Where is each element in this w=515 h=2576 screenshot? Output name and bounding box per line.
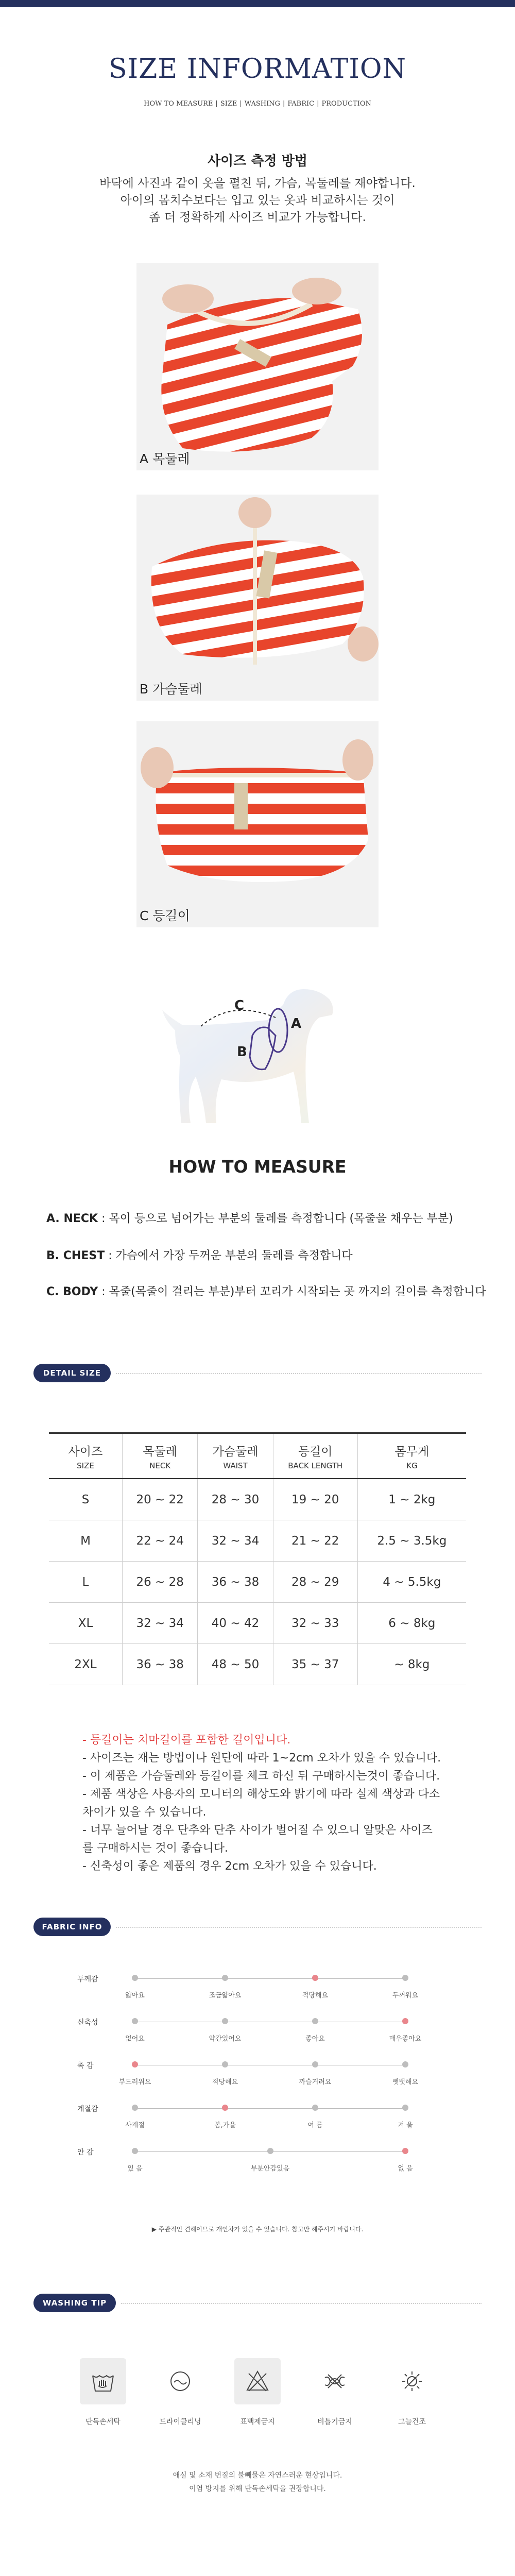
fabric-dot [222, 1975, 228, 1981]
table-cell: 2XL [49, 1644, 123, 1685]
care-no-wring [312, 2358, 358, 2404]
header-weight: 몸무게 KG [357, 1433, 466, 1479]
shirt-neck-illustration [136, 263, 379, 470]
fabric-row-label: 계절감 [77, 2105, 98, 2113]
fabric-dot-selected [222, 2105, 228, 2111]
nav-size[interactable]: SIZE [220, 100, 237, 108]
fabric-note: ▶ 주관적인 견해이므로 개인차가 있을 수 있습니다. 참고만 해주시기 바랍니다. [151, 2226, 364, 2233]
care-label: 비틀기금지 [317, 2418, 352, 2426]
fabric-dot [312, 2018, 318, 2024]
care-hand-wash [80, 2358, 126, 2404]
fabric-row-track [135, 1978, 405, 1979]
table-cell: 6 ~ 8kg [357, 1603, 466, 1644]
top-bar [0, 0, 515, 7]
note-line: 차이가 있을 수 있습니다. [82, 1806, 207, 1819]
table-cell: 32 ~ 34 [123, 1603, 198, 1644]
photo-caption-neck: A 목둘레 [140, 451, 190, 466]
no-wring-icon [322, 2368, 348, 2394]
table-row [49, 1520, 466, 1562]
table-cell: 35 ~ 37 [273, 1644, 357, 1685]
photo-back-length [136, 721, 379, 927]
note-line: - 너무 늘어날 경우 단추와 단추 사이가 벌어질 수 있으니 알맞은 사이즈 [82, 1824, 433, 1837]
photo-chest [136, 495, 379, 701]
table-row [49, 1562, 466, 1603]
table-cell: 32 ~ 33 [273, 1603, 357, 1644]
fabric-option-label: 약간있어요 [209, 2035, 242, 2043]
care-label: 단독손세탁 [85, 2418, 121, 2426]
table-row [49, 1603, 466, 1644]
fabric-option-label: 까슬거려요 [299, 2078, 332, 2086]
table-cell: ~ 8kg [357, 1644, 466, 1685]
table-cell: XL [49, 1603, 123, 1644]
fabric-dot [312, 2105, 318, 2111]
photo-caption-chest: B 가슴둘레 [140, 682, 202, 697]
note-line: - 제품 색상은 사용자의 모니터의 해상도와 밝기에 따라 실제 색상과 다소 [82, 1788, 440, 1801]
hand-wash-icon [90, 2368, 116, 2394]
fabric-option-label: 적당해요 [302, 1992, 329, 1999]
fabric-dot [132, 1975, 138, 1981]
fabric-row-label: 안 감 [77, 2148, 94, 2157]
fabric-dot-selected [132, 2061, 138, 2067]
table-cell: 28 ~ 29 [273, 1562, 357, 1603]
page-title: SIZE INFORMATION [109, 54, 406, 84]
care-no-bleach [234, 2358, 281, 2404]
fabric-option-label: 부드러워요 [118, 2078, 151, 2086]
fabric-dot-selected [402, 2148, 408, 2154]
care-label: 그늘건조 [398, 2418, 426, 2426]
table-cell: L [49, 1562, 123, 1603]
table-cell: 1 ~ 2kg [357, 1479, 466, 1520]
table-cell: 36 ~ 38 [198, 1562, 273, 1603]
nav-fabric[interactable]: FABRIC [287, 100, 315, 108]
size-notes [82, 1731, 441, 1875]
fabric-row-label: 촉 감 [77, 2062, 94, 2070]
table-cell: 19 ~ 20 [273, 1479, 357, 1520]
table-cell: 26 ~ 28 [123, 1562, 198, 1603]
fabric-info-badge: FABRIC INFO [33, 1918, 111, 1936]
table-cell: S [49, 1479, 123, 1520]
table-cell: 48 ~ 50 [198, 1644, 273, 1685]
fabric-info-divider [116, 1927, 482, 1928]
measure-title: 사이즈 측정 방법 [208, 154, 307, 169]
fabric-option-label: 적당해요 [212, 2078, 238, 2086]
detail-size-divider [116, 1373, 482, 1374]
fabric-option-label: 부분안감있음 [250, 2165, 290, 2173]
table-cell: 2.5 ~ 3.5kg [357, 1520, 466, 1562]
header-back-length: 등길이 BACK LENGTH [273, 1433, 357, 1479]
care-dry-clean [157, 2358, 203, 2404]
fabric-dot-selected [312, 1975, 318, 1981]
shirt-back-illustration [136, 721, 379, 927]
fabric-option-label: 얇아요 [125, 1992, 145, 1999]
nav-how-to-measure[interactable]: HOW TO MEASURE [144, 100, 213, 108]
fabric-row-label: 두께감 [77, 1975, 98, 1984]
section-nav: HOW TO MEASURE | SIZE | WASHING | FABRIC | PRODUCTION [144, 100, 371, 108]
shade-dry-icon [399, 2368, 425, 2394]
table-cell: 22 ~ 24 [123, 1520, 198, 1562]
dog-measure-diagram [154, 969, 360, 1139]
measure-description: 바닥에 사진과 같이 옷을 펼친 뒤, 가슴, 목둘레를 재야합니다. 아이의 몸치수보다는 입고 있는 옷과 비교하시는 것이 좀 더 정확하게 사이즈 비교가 가능합니다. [99, 177, 416, 224]
table-cell: 40 ~ 42 [198, 1603, 273, 1644]
note-line: - 사이즈는 재는 방법이나 원단에 따라 1~2cm 오차가 있을 수 있습니다. [82, 1752, 441, 1765]
fabric-option-label: 좋아요 [305, 2035, 325, 2043]
fabric-option-label: 겨 울 [398, 2122, 413, 2129]
fabric-row-track [135, 2108, 405, 2109]
fabric-dot [402, 2061, 408, 2067]
photo-neck [136, 263, 379, 470]
table-cell: 36 ~ 38 [123, 1644, 198, 1685]
care-label: 드라이클리닝 [159, 2418, 201, 2426]
care-label: 표백제금지 [240, 2418, 275, 2426]
fabric-option-label: 없어요 [125, 2035, 145, 2043]
measure-line-neck: A. NECK : 목이 등으로 넘어가는 부분의 둘레를 측정합니다 (목줄을 채우는 부분) [46, 1212, 453, 1225]
fabric-dot [222, 2061, 228, 2067]
fabric-dot [312, 2061, 318, 2067]
table-cell: 4 ~ 5.5kg [357, 1562, 466, 1603]
fabric-dot [402, 1975, 408, 1981]
note-line: 를 구매하시는 것이 좋습니다. [82, 1842, 228, 1855]
nav-production[interactable]: PRODUCTION [321, 100, 371, 108]
fabric-dot [267, 2148, 273, 2154]
washing-footer: 애실 및 소재 변질의 불빼물은 자연스러운 현상입니다. 이염 방지를 위해 단독손세탁을 권장합니다. [173, 2471, 342, 2493]
fabric-dot [132, 2148, 138, 2154]
size-table [49, 1432, 466, 1685]
header-size: 사이즈 SIZE [49, 1433, 123, 1479]
dry-clean-icon [167, 2368, 193, 2394]
dog-silhouette [162, 989, 333, 1123]
fabric-option-label: 매우좋아요 [389, 2035, 422, 2043]
washing-tip-divider [121, 2303, 482, 2304]
detail-size-badge: DETAIL SIZE [33, 1364, 111, 1382]
table-cell: 20 ~ 22 [123, 1479, 198, 1520]
fabric-option-label: 여 름 [307, 2122, 323, 2129]
fabric-option-label: 뻣뻣해요 [392, 2078, 419, 2086]
fabric-dot [222, 2018, 228, 2024]
fabric-option-label: 있 음 [127, 2165, 143, 2173]
fabric-option-label: 없 음 [398, 2165, 413, 2173]
nav-washing[interactable]: WASHING [244, 100, 281, 108]
fabric-row-label: 신축성 [77, 2019, 98, 2027]
fabric-dot [402, 2105, 408, 2111]
dog-label-b: B [237, 1044, 247, 1060]
fabric-option-label: 두꺼워요 [392, 1992, 419, 1999]
fabric-dot-selected [402, 2018, 408, 2024]
washing-tip-badge: WASHING TIP [33, 2294, 116, 2312]
care-shade-dry [389, 2358, 435, 2404]
how-to-measure-title: HOW TO MEASURE [168, 1157, 347, 1177]
fabric-dot [132, 2105, 138, 2111]
table-row [49, 1479, 466, 1520]
header-neck: 목둘레 NECK [123, 1433, 198, 1479]
table-cell: M [49, 1520, 123, 1562]
measure-line-chest: B. CHEST : 가슴에서 가장 두꺼운 부분의 둘레를 측정합니다 [46, 1249, 353, 1262]
fabric-option-label: 조금얇아요 [209, 1992, 242, 1999]
fabric-option-label: 사계절 [125, 2122, 145, 2129]
table-row [49, 1644, 466, 1685]
table-cell: 28 ~ 30 [198, 1479, 273, 1520]
note-highlight: - 등길이는 치마길이를 포함한 길이입니다. [82, 1734, 291, 1747]
table-cell: 21 ~ 22 [273, 1520, 357, 1562]
dog-label-a: A [291, 1016, 302, 1031]
header-waist: 가슴둘레 WAIST [198, 1433, 273, 1479]
fabric-option-label: 봄,가을 [214, 2122, 236, 2129]
photo-caption-back-length: C 등길이 [140, 908, 190, 923]
dog-label-c: C [234, 998, 245, 1013]
no-bleach-icon [245, 2368, 270, 2394]
size-table-header [49, 1433, 466, 1479]
note-line: - 신축성이 좋은 제품의 경우 2cm 오차가 있을 수 있습니다. [82, 1860, 377, 1873]
measure-line-body: C. BODY : 목줄(목줄이 걸리는 부분)부터 꼬리가 시작되는 곳 까지의 길이를 측정합니다 [46, 1285, 486, 1298]
fabric-dot [132, 2018, 138, 2024]
note-line: - 이 제품은 가슴둘레와 등길이를 체크 하신 뒤 구매하시는것이 좋습니다. [82, 1770, 440, 1783]
shirt-chest-illustration [136, 495, 379, 701]
table-cell: 32 ~ 34 [198, 1520, 273, 1562]
